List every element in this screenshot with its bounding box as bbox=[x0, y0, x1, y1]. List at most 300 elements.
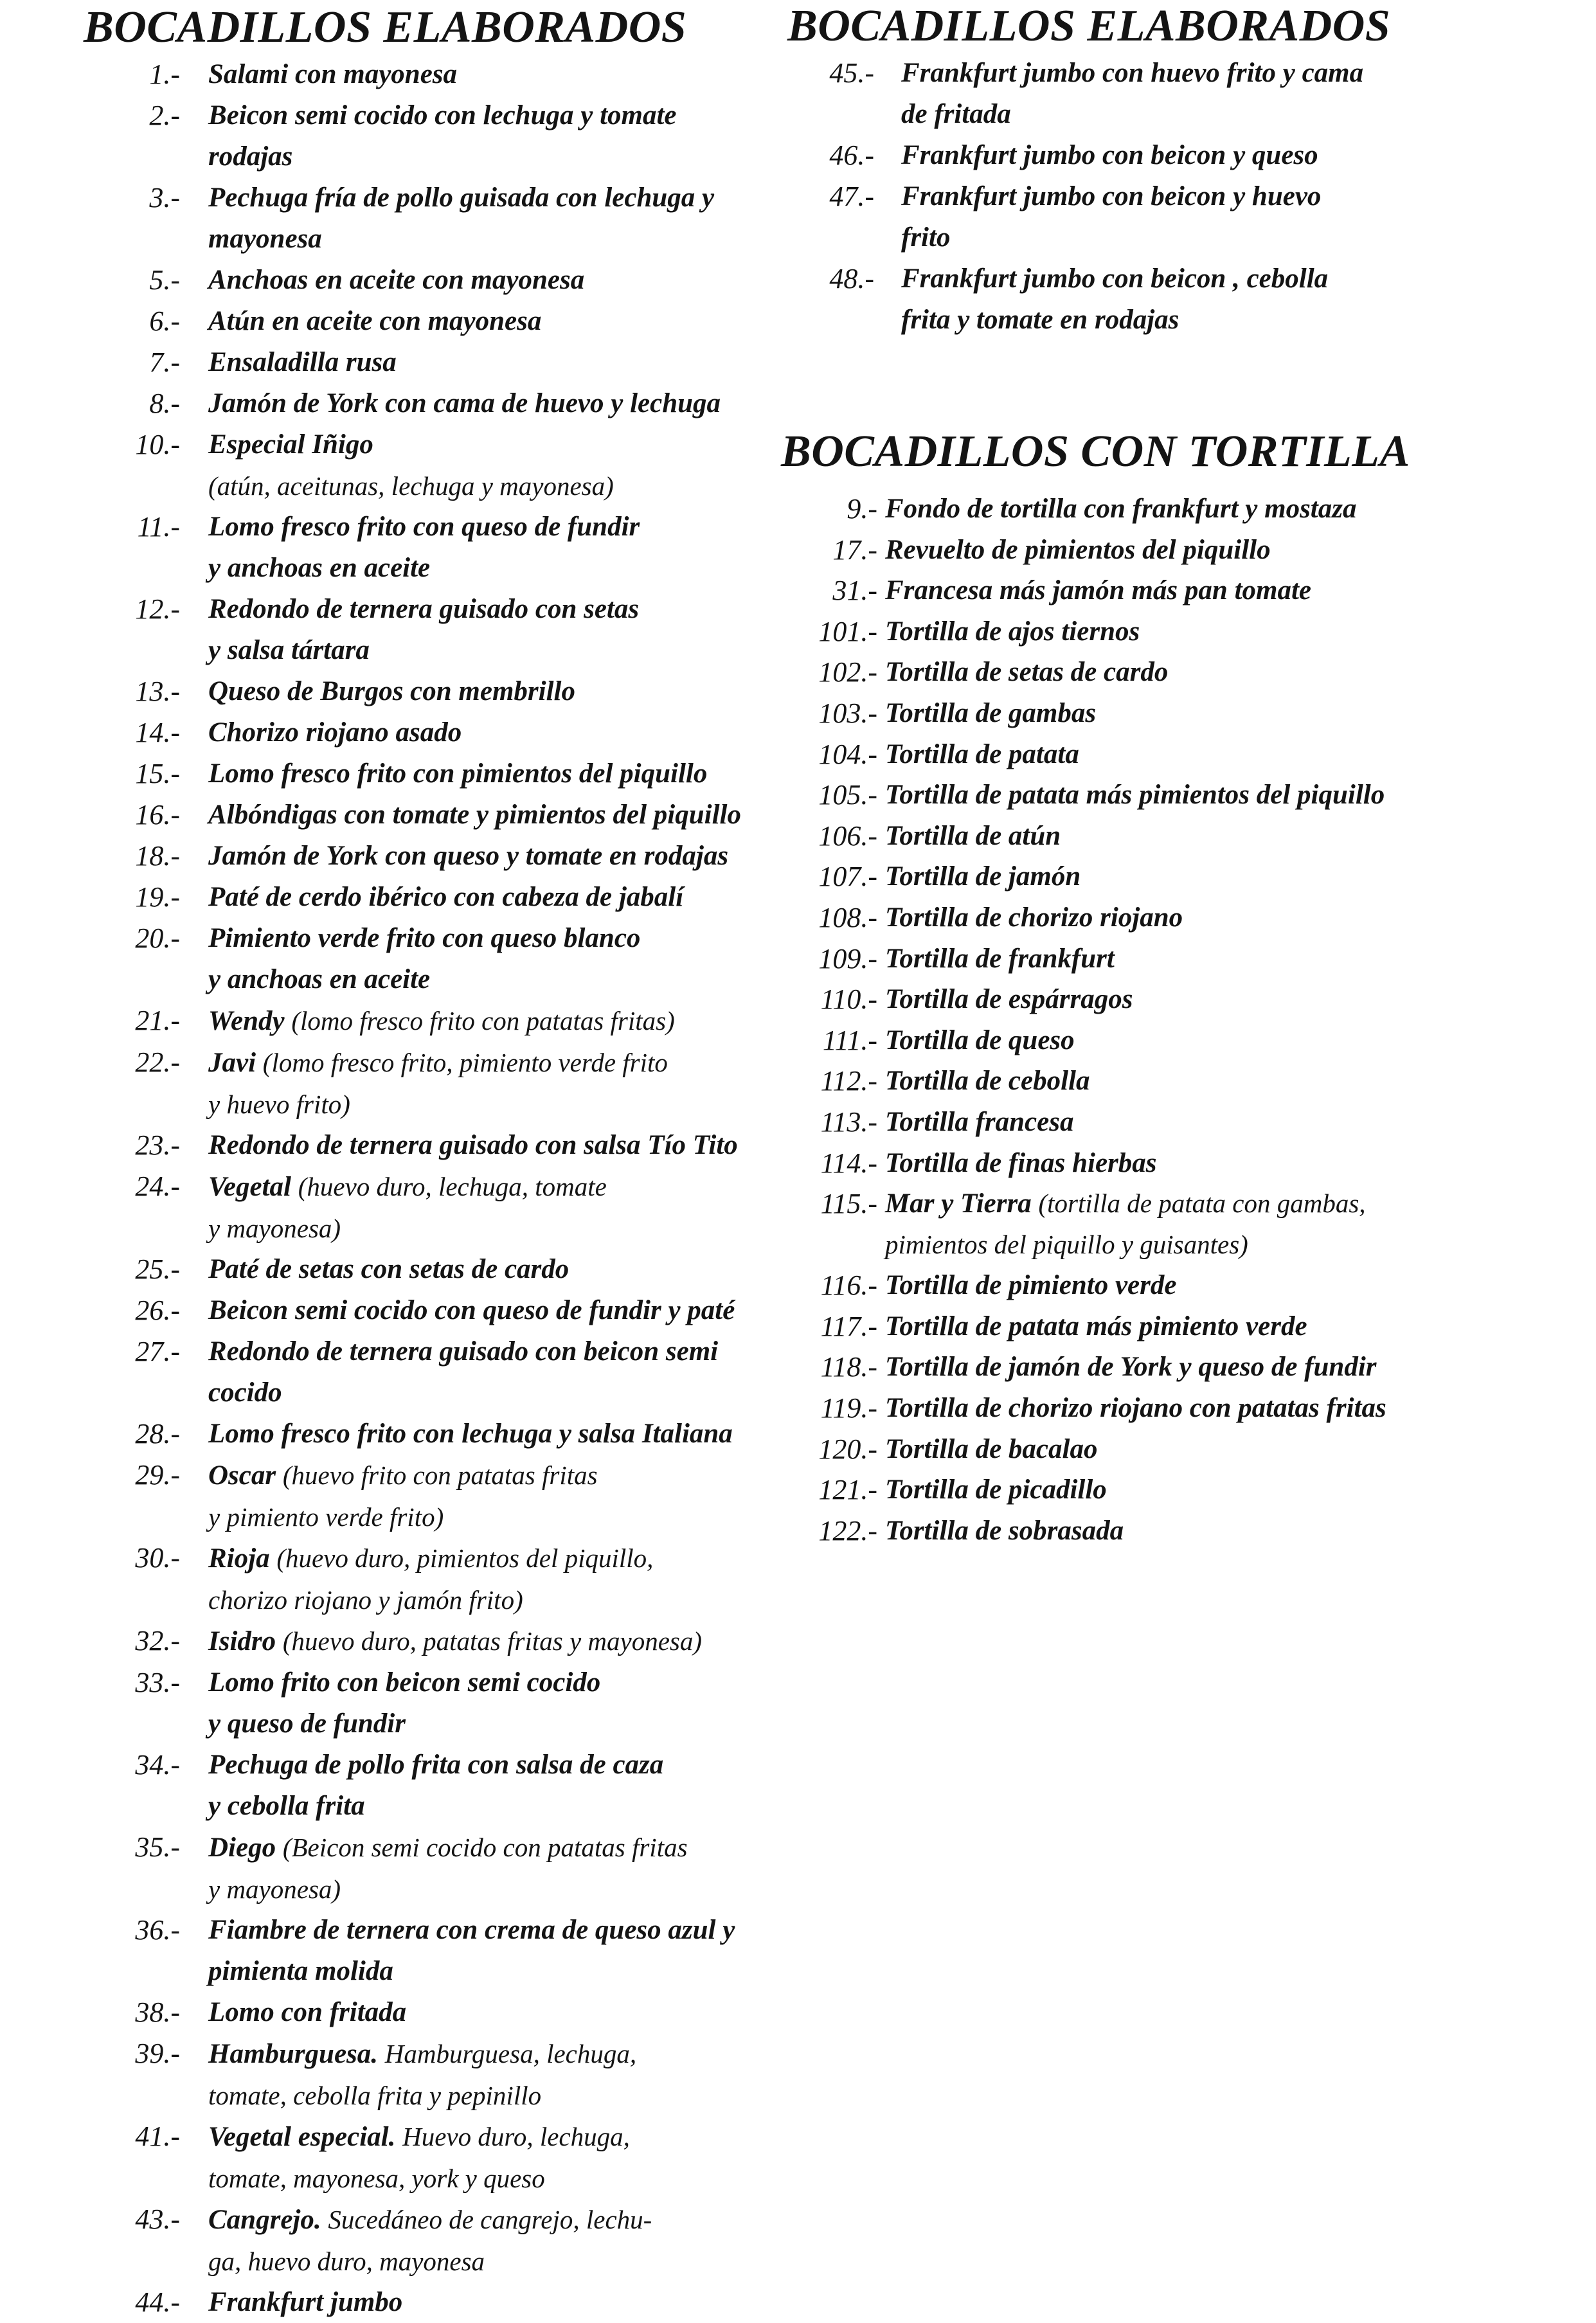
item-text bbox=[208, 54, 765, 95]
item-number: 1.- bbox=[149, 58, 180, 90]
menu-item bbox=[84, 877, 765, 918]
item-name: Tortilla de bacalao bbox=[885, 1433, 1098, 1464]
menu-item bbox=[787, 897, 1578, 938]
item-text bbox=[885, 1102, 1578, 1143]
menu-item bbox=[84, 918, 765, 1000]
item-number: 114.- bbox=[820, 1147, 877, 1179]
item-name: Tortilla de cebolla bbox=[885, 1066, 1090, 1097]
item-name-continuation: y cebolla frita bbox=[208, 1791, 365, 1821]
item-name-continuation: cocido bbox=[208, 1377, 282, 1408]
item-description: (lomo fresco frito, pimiento verde frito bbox=[262, 1048, 668, 1077]
item-name: Jamón de York con cama de huevo y lechuga bbox=[208, 388, 721, 418]
item-text bbox=[208, 1538, 765, 1620]
item-number: 103.- bbox=[818, 697, 877, 729]
menu-item bbox=[787, 1429, 1578, 1470]
item-number: 45.- bbox=[829, 57, 874, 89]
item-text bbox=[208, 1992, 765, 2033]
menu-item bbox=[787, 1102, 1578, 1143]
item-text bbox=[208, 95, 765, 177]
section-heading-elaborados-continued: BOCADILLOS ELABORADOS bbox=[787, 1, 1391, 51]
item-text bbox=[885, 489, 1578, 530]
item-name-continuation: pimienta molida bbox=[208, 1956, 393, 1986]
item-number: 3.- bbox=[149, 182, 180, 213]
item-name: Paté de cerdo ibérico con cabeza de jabalí bbox=[208, 882, 684, 912]
item-name: Tortilla de chorizo riojano bbox=[885, 902, 1183, 933]
item-number: 106.- bbox=[818, 820, 877, 852]
item-number: 102.- bbox=[818, 656, 877, 688]
menu-item bbox=[787, 693, 1578, 734]
item-number: 48.- bbox=[829, 263, 874, 294]
item-description-continuation: ga, huevo duro, mayonesa bbox=[208, 2247, 485, 2276]
item-text bbox=[885, 652, 1578, 693]
item-text bbox=[901, 258, 1578, 341]
menu-item bbox=[787, 611, 1578, 652]
item-name: Oscar bbox=[208, 1460, 276, 1491]
menu-item bbox=[787, 775, 1578, 816]
item-text bbox=[901, 135, 1578, 176]
menu-item bbox=[84, 1000, 765, 1042]
item-text bbox=[885, 938, 1578, 980]
item-number: 122.- bbox=[818, 1514, 877, 1547]
item-number: 35.- bbox=[135, 1831, 180, 1863]
menu-item bbox=[787, 258, 1578, 341]
item-name: Jamón de York con queso y tomate en rodajas bbox=[208, 841, 729, 871]
menu-item bbox=[84, 2033, 765, 2116]
item-name: Tortilla de setas de cardo bbox=[885, 657, 1169, 688]
item-number: 47.- bbox=[829, 181, 874, 212]
item-text bbox=[208, 1042, 765, 1125]
item-text bbox=[885, 570, 1578, 611]
item-number: 10.- bbox=[135, 429, 180, 460]
item-number: 19.- bbox=[135, 881, 180, 913]
item-text bbox=[208, 260, 765, 301]
item-text bbox=[208, 589, 765, 671]
item-number: 31.- bbox=[832, 575, 877, 607]
item-number: 113.- bbox=[820, 1106, 877, 1138]
item-name: Tortilla de gambas bbox=[885, 697, 1097, 728]
item-text bbox=[208, 2282, 765, 2323]
item-number: 21.- bbox=[135, 1005, 180, 1036]
item-name: Beicon semi cocido con lechuga y tomate rodajas bbox=[208, 100, 677, 172]
menu-item bbox=[787, 734, 1578, 775]
item-number: 105.- bbox=[818, 779, 877, 811]
item-name: Tortilla de patata más pimientos del piquillo bbox=[885, 780, 1385, 811]
item-name-continuation: de fritada bbox=[901, 99, 1011, 129]
section-heading-tortilla: BOCADILLOS CON TORTILLA bbox=[781, 427, 1410, 476]
item-text bbox=[885, 1183, 1578, 1265]
menu-list-elaborados bbox=[84, 54, 765, 2323]
item-text bbox=[885, 1347, 1578, 1388]
item-name: Fondo de tortilla con frankfurt y mostaza bbox=[885, 494, 1357, 524]
item-description: (huevo frito con patatas fritas bbox=[282, 1460, 598, 1490]
item-text bbox=[208, 342, 765, 383]
menu-item bbox=[84, 342, 765, 383]
item-name: Redondo de ternera guisado con beicon semi bbox=[208, 1336, 719, 1367]
item-number: 36.- bbox=[135, 1914, 180, 1946]
item-text bbox=[885, 1306, 1578, 1347]
menu-item bbox=[787, 570, 1578, 611]
menu-item bbox=[787, 135, 1578, 176]
item-number: 44.- bbox=[135, 2286, 180, 2318]
item-number: 112.- bbox=[820, 1065, 877, 1097]
item-number: 6.- bbox=[149, 305, 180, 337]
item-text bbox=[208, 918, 765, 1000]
item-number: 9.- bbox=[847, 493, 877, 525]
item-name: Pechuga de pollo frita con salsa de caza bbox=[208, 1750, 664, 1780]
item-name: Isidro bbox=[208, 1626, 276, 1656]
menu-item bbox=[84, 1744, 765, 1827]
item-name: Revuelto de pimientos del piquillo bbox=[885, 534, 1271, 565]
item-description: (huevo duro, patatas fritas y mayonesa) bbox=[282, 1626, 703, 1656]
item-text bbox=[208, 671, 765, 712]
menu-item bbox=[84, 507, 765, 589]
item-name: Lomo fresco frito con pimientos del piquillo bbox=[208, 758, 708, 789]
item-name: Tortilla de patata bbox=[885, 739, 1079, 769]
item-number: 20.- bbox=[135, 922, 180, 954]
item-description-continuation: y mayonesa) bbox=[208, 1214, 341, 1243]
item-name-continuation: y salsa tártara bbox=[208, 635, 370, 665]
item-name: Queso de Burgos con membrillo bbox=[208, 676, 575, 706]
item-name: Tortilla de chorizo riojano con patatas fritas bbox=[885, 1393, 1386, 1424]
item-text bbox=[885, 1429, 1578, 1470]
item-name: Beicon semi cocido con queso de fundir y paté bbox=[208, 1295, 735, 1325]
item-number: 116.- bbox=[820, 1269, 877, 1302]
item-number: 115.- bbox=[820, 1188, 877, 1220]
menu-item bbox=[84, 753, 765, 794]
item-description-continuation: y pimiento verde frito) bbox=[208, 1502, 444, 1532]
menu-item bbox=[84, 1166, 765, 1249]
item-text bbox=[208, 1413, 765, 1455]
item-description-continuation: y mayonesa) bbox=[208, 1874, 341, 1904]
item-text bbox=[208, 1662, 765, 1744]
item-name: Javi bbox=[208, 1048, 256, 1078]
item-text bbox=[208, 1331, 765, 1413]
item-text bbox=[885, 775, 1578, 816]
item-number: 38.- bbox=[135, 1996, 180, 2028]
item-number: 7.- bbox=[149, 346, 180, 378]
item-number: 101.- bbox=[818, 615, 877, 647]
item-text bbox=[885, 1061, 1578, 1102]
item-description-continuation: tomate, mayonesa, york y queso bbox=[208, 2164, 545, 2193]
menu-item bbox=[84, 1662, 765, 1744]
item-text bbox=[208, 177, 765, 260]
menu-item bbox=[84, 301, 765, 342]
item-name: Mar y Tierra bbox=[885, 1188, 1032, 1219]
menu-item bbox=[787, 1183, 1578, 1265]
item-number: 34.- bbox=[135, 1749, 180, 1780]
item-number: 17.- bbox=[832, 534, 877, 566]
item-number: 32.- bbox=[135, 1625, 180, 1656]
item-description-continuation: tomate, cebolla frita y pepinillo bbox=[208, 2081, 542, 2110]
item-text bbox=[208, 507, 765, 589]
item-name: Rioja bbox=[208, 1543, 270, 1574]
item-name-continuation: mayonesa bbox=[208, 224, 322, 254]
item-text bbox=[901, 176, 1578, 258]
item-name: Vegetal bbox=[208, 1172, 291, 1202]
item-number: 120.- bbox=[818, 1433, 877, 1465]
menu-item bbox=[84, 1290, 765, 1331]
item-text bbox=[208, 1827, 765, 1910]
item-number: 109.- bbox=[818, 942, 877, 974]
item-text bbox=[208, 753, 765, 794]
item-text bbox=[885, 1469, 1578, 1511]
menu-item bbox=[787, 176, 1578, 258]
item-number: 46.- bbox=[829, 139, 874, 171]
section-heading-elaborados: BOCADILLOS ELABORADOS bbox=[84, 3, 687, 52]
menu-item bbox=[84, 54, 765, 95]
item-number: 111.- bbox=[822, 1024, 877, 1056]
item-number: 27.- bbox=[135, 1336, 180, 1367]
menu-item bbox=[84, 671, 765, 712]
item-name: Salami con mayonesa bbox=[208, 59, 458, 89]
item-text bbox=[885, 1388, 1578, 1429]
item-name: Tortilla de jamón de York y queso de fundir bbox=[885, 1352, 1377, 1383]
menu-item bbox=[787, 1020, 1578, 1061]
menu-item bbox=[787, 1306, 1578, 1347]
menu-item bbox=[84, 1125, 765, 1166]
item-number: 29.- bbox=[135, 1459, 180, 1491]
item-text bbox=[885, 530, 1578, 571]
item-name: Frankfurt jumbo con beicon y queso bbox=[901, 140, 1318, 170]
item-name: Tortilla de picadillo bbox=[885, 1475, 1107, 1505]
menu-item bbox=[84, 1620, 765, 1662]
menu-item bbox=[84, 2199, 765, 2282]
item-name-continuation: y queso de fundir bbox=[208, 1709, 406, 1739]
item-description: (lomo fresco frito con patatas fritas) bbox=[291, 1006, 675, 1036]
menu-item bbox=[787, 652, 1578, 693]
item-number: 22.- bbox=[135, 1046, 180, 1078]
item-text bbox=[885, 1265, 1578, 1306]
menu-list-tortilla bbox=[787, 489, 1578, 1551]
item-number: 14.- bbox=[135, 717, 180, 748]
item-number: 108.- bbox=[818, 901, 877, 933]
menu-item bbox=[84, 1910, 765, 1992]
menu-item bbox=[787, 53, 1578, 135]
item-number: 2.- bbox=[149, 100, 180, 131]
item-name: Tortilla de pimiento verde bbox=[885, 1270, 1177, 1301]
item-text bbox=[208, 1125, 765, 1166]
item-number: 25.- bbox=[135, 1253, 180, 1285]
menu-item bbox=[84, 1827, 765, 1910]
item-description-continuation: chorizo riojano y jamón frito) bbox=[208, 1585, 523, 1615]
item-description-continuation: (atún, aceitunas, lechuga y mayonesa) bbox=[208, 471, 614, 501]
item-number: 11.- bbox=[137, 511, 180, 543]
menu-item bbox=[84, 95, 765, 177]
item-name: Frankfurt jumbo con beicon , cebolla bbox=[901, 264, 1329, 294]
item-number: 43.- bbox=[135, 2203, 180, 2235]
menu-item bbox=[84, 589, 765, 671]
item-name: Vegetal especial. bbox=[208, 2122, 396, 2152]
item-text bbox=[208, 1290, 765, 1331]
right-column bbox=[781, 0, 1578, 1551]
item-text bbox=[901, 53, 1578, 135]
item-text bbox=[208, 1620, 765, 1662]
item-text bbox=[208, 1455, 765, 1538]
item-number: 41.- bbox=[135, 2121, 180, 2152]
menu-item bbox=[84, 1042, 765, 1125]
item-number: 39.- bbox=[135, 2038, 180, 2069]
item-name: Tortilla de jamón bbox=[885, 861, 1081, 892]
menu-item bbox=[84, 383, 765, 424]
item-number: 8.- bbox=[149, 388, 180, 419]
item-text bbox=[208, 424, 765, 507]
item-name: Redondo de ternera guisado con setas bbox=[208, 594, 640, 624]
item-name: Frankfurt jumbo bbox=[208, 2287, 403, 2317]
item-name: Lomo con fritada bbox=[208, 1997, 407, 2027]
item-name-continuation: frito bbox=[901, 222, 951, 253]
item-name: Especial Iñigo bbox=[208, 429, 373, 460]
item-text bbox=[208, 301, 765, 342]
item-name: Tortilla de patata más pimiento verde bbox=[885, 1311, 1307, 1341]
item-name: Lomo fresco frito con queso de fundir bbox=[208, 512, 640, 542]
item-number: 23.- bbox=[135, 1129, 180, 1161]
item-text bbox=[885, 856, 1578, 897]
item-name-continuation: frita y tomate en rodajas bbox=[901, 305, 1179, 335]
menu-item bbox=[84, 836, 765, 877]
item-name: Albóndigas con tomate y pimientos del piquillo bbox=[208, 800, 741, 830]
item-name: Tortilla de sobrasada bbox=[885, 1515, 1124, 1546]
item-name: Atún en aceite con mayonesa bbox=[208, 306, 542, 336]
item-name: Francesa más jamón más pan tomate bbox=[885, 575, 1311, 606]
menu-item bbox=[787, 1061, 1578, 1102]
menu-item bbox=[84, 2116, 765, 2199]
menu-item bbox=[84, 1413, 765, 1455]
item-text bbox=[208, 1166, 765, 1249]
item-description: (huevo duro, pimientos del piquillo, bbox=[276, 1543, 654, 1573]
menu-item bbox=[84, 794, 765, 836]
item-name: Pimiento verde frito con queso blanco bbox=[208, 923, 641, 953]
item-number: 13.- bbox=[135, 676, 180, 707]
item-text bbox=[208, 1910, 765, 1992]
item-description: Sucedáneo de cangrejo, lechu- bbox=[328, 2205, 652, 2234]
menu-item bbox=[787, 1469, 1578, 1511]
item-name: Pechuga fría de pollo guisada con lechuga y bbox=[208, 183, 715, 213]
item-name: Tortilla de frankfurt bbox=[885, 943, 1115, 974]
item-text bbox=[885, 897, 1578, 938]
item-number: 110.- bbox=[820, 983, 877, 1016]
item-text bbox=[885, 611, 1578, 652]
item-name: Tortilla francesa bbox=[885, 1106, 1074, 1137]
item-description: Huevo duro, lechuga, bbox=[402, 2122, 630, 2151]
item-name: Tortilla de espárragos bbox=[885, 984, 1133, 1015]
menu-item bbox=[84, 424, 765, 507]
menu-item bbox=[787, 1265, 1578, 1306]
item-text bbox=[208, 2199, 765, 2282]
item-text bbox=[208, 2116, 765, 2199]
item-description: (Beicon semi cocido con patatas fritas bbox=[282, 1833, 688, 1862]
menu-item bbox=[787, 1388, 1578, 1429]
item-number: 15.- bbox=[135, 758, 180, 789]
menu-item bbox=[787, 489, 1578, 530]
item-text bbox=[208, 794, 765, 836]
item-text bbox=[885, 734, 1578, 775]
item-text bbox=[208, 712, 765, 753]
item-name: Cangrejo. bbox=[208, 2205, 321, 2235]
menu-item bbox=[787, 1143, 1578, 1184]
item-number: 16.- bbox=[135, 799, 180, 830]
item-text bbox=[208, 836, 765, 877]
item-text bbox=[208, 383, 765, 424]
item-number: 28.- bbox=[135, 1418, 180, 1449]
item-description: Hamburguesa, lechuga, bbox=[384, 2039, 637, 2068]
left-column bbox=[84, 0, 765, 2323]
item-name: Anchoas en aceite con mayonesa bbox=[208, 265, 585, 295]
menu-item bbox=[787, 530, 1578, 571]
item-number: 121.- bbox=[818, 1474, 877, 1506]
item-text bbox=[885, 1143, 1578, 1184]
item-name: Wendy bbox=[208, 1006, 285, 1036]
item-name: Lomo fresco frito con lechuga y salsa Italiana bbox=[208, 1419, 733, 1449]
item-text bbox=[885, 693, 1578, 734]
item-description: (huevo duro, lechuga, tomate bbox=[298, 1172, 607, 1201]
item-name: Hamburguesa. bbox=[208, 2039, 379, 2069]
item-text bbox=[208, 877, 765, 918]
menu-item bbox=[84, 1455, 765, 1538]
item-name: Redondo de ternera guisado con salsa Tío Tito bbox=[208, 1130, 738, 1160]
menu-item bbox=[84, 2282, 765, 2323]
menu-item bbox=[84, 1992, 765, 2033]
item-number: 119.- bbox=[820, 1392, 877, 1424]
menu-item bbox=[84, 260, 765, 301]
item-number: 118.- bbox=[820, 1351, 877, 1383]
menu-item bbox=[787, 938, 1578, 980]
item-number: 12.- bbox=[135, 593, 180, 625]
menu-item bbox=[84, 1538, 765, 1620]
item-name: Paté de setas con setas de cardo bbox=[208, 1254, 569, 1284]
item-text bbox=[208, 2033, 765, 2116]
item-text bbox=[208, 1000, 765, 1042]
menu-item bbox=[787, 856, 1578, 897]
item-text bbox=[885, 1020, 1578, 1061]
item-name: Chorizo riojano asado bbox=[208, 717, 462, 748]
item-name: Tortilla de queso bbox=[885, 1025, 1075, 1055]
item-text bbox=[885, 816, 1578, 857]
item-name: Frankfurt jumbo con beicon y huevo bbox=[901, 181, 1322, 211]
menu-item bbox=[84, 1331, 765, 1413]
menu-item bbox=[84, 177, 765, 260]
item-name: Frankfurt jumbo con huevo frito y cama bbox=[901, 58, 1364, 88]
item-name: Diego bbox=[208, 1833, 276, 1863]
menu-item bbox=[787, 1347, 1578, 1388]
item-name: Ensaladilla rusa bbox=[208, 347, 397, 377]
menu-item bbox=[787, 979, 1578, 1020]
item-number: 5.- bbox=[149, 264, 180, 296]
item-description-continuation: pimientos del piquillo y guisantes) bbox=[885, 1229, 1248, 1259]
item-text bbox=[208, 1744, 765, 1827]
menu-list-elaborados-continued bbox=[787, 53, 1578, 341]
item-name: Tortilla de atún bbox=[885, 820, 1061, 851]
item-name-continuation: y anchoas en aceite bbox=[208, 553, 431, 583]
item-number: 24.- bbox=[135, 1170, 180, 1202]
item-name: Tortilla de finas hierbas bbox=[885, 1147, 1157, 1178]
item-name: Lomo frito con beicon semi cocido bbox=[208, 1667, 601, 1698]
item-number: 30.- bbox=[135, 1542, 180, 1574]
item-number: 117.- bbox=[820, 1310, 877, 1342]
item-number: 33.- bbox=[135, 1667, 180, 1698]
menu-item bbox=[84, 712, 765, 753]
item-number: 18.- bbox=[135, 840, 180, 872]
item-text bbox=[208, 1249, 765, 1290]
item-number: 104.- bbox=[818, 738, 877, 770]
item-number: 26.- bbox=[135, 1295, 180, 1326]
item-number: 107.- bbox=[818, 861, 877, 893]
item-name: Tortilla de ajos tiernos bbox=[885, 616, 1140, 647]
item-name-continuation: y anchoas en aceite bbox=[208, 964, 431, 994]
item-description: (tortilla de patata con gambas, bbox=[1038, 1188, 1366, 1219]
menu-item bbox=[787, 816, 1578, 857]
item-name: Fiambre de ternera con crema de queso azul y bbox=[208, 1915, 735, 1945]
item-text bbox=[885, 979, 1578, 1020]
